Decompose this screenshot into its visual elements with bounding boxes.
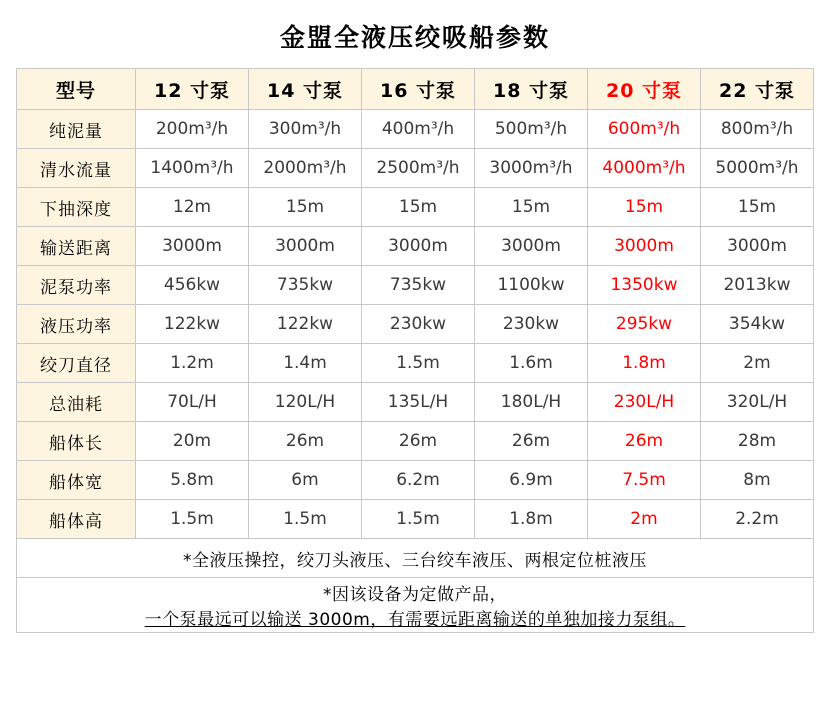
table-cell: 3000m xyxy=(362,227,475,266)
row-label: 泥泵功率 xyxy=(17,266,136,305)
header-cell-pump-12: 12 寸泵 xyxy=(136,69,249,110)
table-cell: 5000m³/h xyxy=(701,149,814,188)
table-row xyxy=(17,344,814,383)
table-cell: 1.5m xyxy=(362,500,475,539)
table-cell: 735kw xyxy=(249,266,362,305)
table-row xyxy=(17,383,814,422)
note-custom-product: *因该设备为定做产品， xyxy=(323,585,507,605)
table-cell: 2m xyxy=(588,500,701,539)
row-label: 输送距离 xyxy=(17,227,136,266)
table-cell: 354kw xyxy=(701,305,814,344)
table-row xyxy=(17,500,814,539)
table-cell: 122kw xyxy=(136,305,249,344)
row-label: 船体高 xyxy=(17,500,136,539)
table-cell: 230L/H xyxy=(588,383,701,422)
table-cell: 1.8m xyxy=(588,344,701,383)
table-cell: 1100kw xyxy=(475,266,588,305)
header-cell-pump-14: 14 寸泵 xyxy=(249,69,362,110)
row-label: 液压功率 xyxy=(17,305,136,344)
table-cell: 6.2m xyxy=(362,461,475,500)
table-row xyxy=(17,461,814,500)
table-cell: 200m³/h xyxy=(136,110,249,149)
header-cell-pump-20: 20 寸泵 xyxy=(588,69,701,110)
page-title: 金盟全液压绞吸船参数 xyxy=(279,23,550,52)
table-row xyxy=(17,422,814,461)
table-row xyxy=(17,149,814,188)
table-cell: 230kw xyxy=(475,305,588,344)
table-cell: 230kw xyxy=(362,305,475,344)
table-cell: 3000m xyxy=(249,227,362,266)
table-cell: 400m³/h xyxy=(362,110,475,149)
table-cell: 4000m³/h xyxy=(588,149,701,188)
table-cell: 6.9m xyxy=(475,461,588,500)
table-cell: 600m³/h xyxy=(588,110,701,149)
table-cell: 5.8m xyxy=(136,461,249,500)
table-cell: 300m³/h xyxy=(249,110,362,149)
table-cell: 15m xyxy=(362,188,475,227)
table-row xyxy=(17,305,814,344)
row-label: 纯泥量 xyxy=(17,110,136,149)
row-label: 下抽深度 xyxy=(17,188,136,227)
note-custom-product-block xyxy=(17,578,814,633)
table-cell: 1.5m xyxy=(136,500,249,539)
table-cell: 1.5m xyxy=(249,500,362,539)
table-cell: 26m xyxy=(588,422,701,461)
table-cell: 180L/H xyxy=(475,383,588,422)
table-cell: 1.2m xyxy=(136,344,249,383)
table-cell: 8m xyxy=(701,461,814,500)
table-cell: 1400m³/h xyxy=(136,149,249,188)
row-label: 总油耗 xyxy=(17,383,136,422)
table-cell: 15m xyxy=(701,188,814,227)
table-cell: 15m xyxy=(475,188,588,227)
table-cell: 295kw xyxy=(588,305,701,344)
table-cell: 2m xyxy=(701,344,814,383)
table-cell: 500m³/h xyxy=(475,110,588,149)
header-cell-pump-16: 16 寸泵 xyxy=(362,69,475,110)
table-body xyxy=(17,69,814,633)
table-cell: 15m xyxy=(588,188,701,227)
table-cell: 6m xyxy=(249,461,362,500)
table-cell: 120L/H xyxy=(249,383,362,422)
table-cell: 2013kw xyxy=(701,266,814,305)
table-cell: 3000m xyxy=(136,227,249,266)
table-cell: 7.5m xyxy=(588,461,701,500)
table-cell: 1350kw xyxy=(588,266,701,305)
table-cell: 122kw xyxy=(249,305,362,344)
table-cell: 800m³/h xyxy=(701,110,814,149)
row-label: 船体宽 xyxy=(17,461,136,500)
table-cell: 2000m³/h xyxy=(249,149,362,188)
table-row xyxy=(17,266,814,305)
row-label: 船体长 xyxy=(17,422,136,461)
table-cell: 135L/H xyxy=(362,383,475,422)
table-cell: 26m xyxy=(362,422,475,461)
table-cell: 26m xyxy=(249,422,362,461)
table-cell: 70L/H xyxy=(136,383,249,422)
table-cell: 3000m xyxy=(588,227,701,266)
table-note-row xyxy=(17,539,814,578)
header-cell-pump-22: 22 寸泵 xyxy=(701,69,814,110)
table-cell: 12m xyxy=(136,188,249,227)
table-cell: 26m xyxy=(475,422,588,461)
table-cell: 320L/H xyxy=(701,383,814,422)
table-cell: 15m xyxy=(249,188,362,227)
header-cell-model: 型号 xyxy=(17,69,136,110)
table-cell: 735kw xyxy=(362,266,475,305)
note-hydraulic-control: *全液压操控，绞刀头液压、三台绞车液压、两根定位桩液压 xyxy=(17,539,814,578)
table-row xyxy=(17,227,814,266)
table-cell: 28m xyxy=(701,422,814,461)
table-cell: 2.2m xyxy=(701,500,814,539)
table-cell: 20m xyxy=(136,422,249,461)
header-cell-pump-18: 18 寸泵 xyxy=(475,69,588,110)
row-label: 绞刀直径 xyxy=(17,344,136,383)
table-row xyxy=(17,188,814,227)
table-cell: 1.6m xyxy=(475,344,588,383)
table-cell: 3000m xyxy=(475,227,588,266)
row-label: 清水流量 xyxy=(17,149,136,188)
table-cell: 1.8m xyxy=(475,500,588,539)
table-cell: 3000m³/h xyxy=(475,149,588,188)
specification-table xyxy=(16,68,814,633)
table-cell: 1.4m xyxy=(249,344,362,383)
table-note-row xyxy=(17,578,814,633)
table-cell: 2500m³/h xyxy=(362,149,475,188)
table-cell: 1.5m xyxy=(362,344,475,383)
table-cell: 456kw xyxy=(136,266,249,305)
table-header-row xyxy=(17,69,814,110)
table-cell: 3000m xyxy=(701,227,814,266)
table-row xyxy=(17,110,814,149)
note-pump-distance: 一个泵最远可以输送 3000m，有需要远距离输送的单独加接力泵组。 xyxy=(144,610,686,630)
